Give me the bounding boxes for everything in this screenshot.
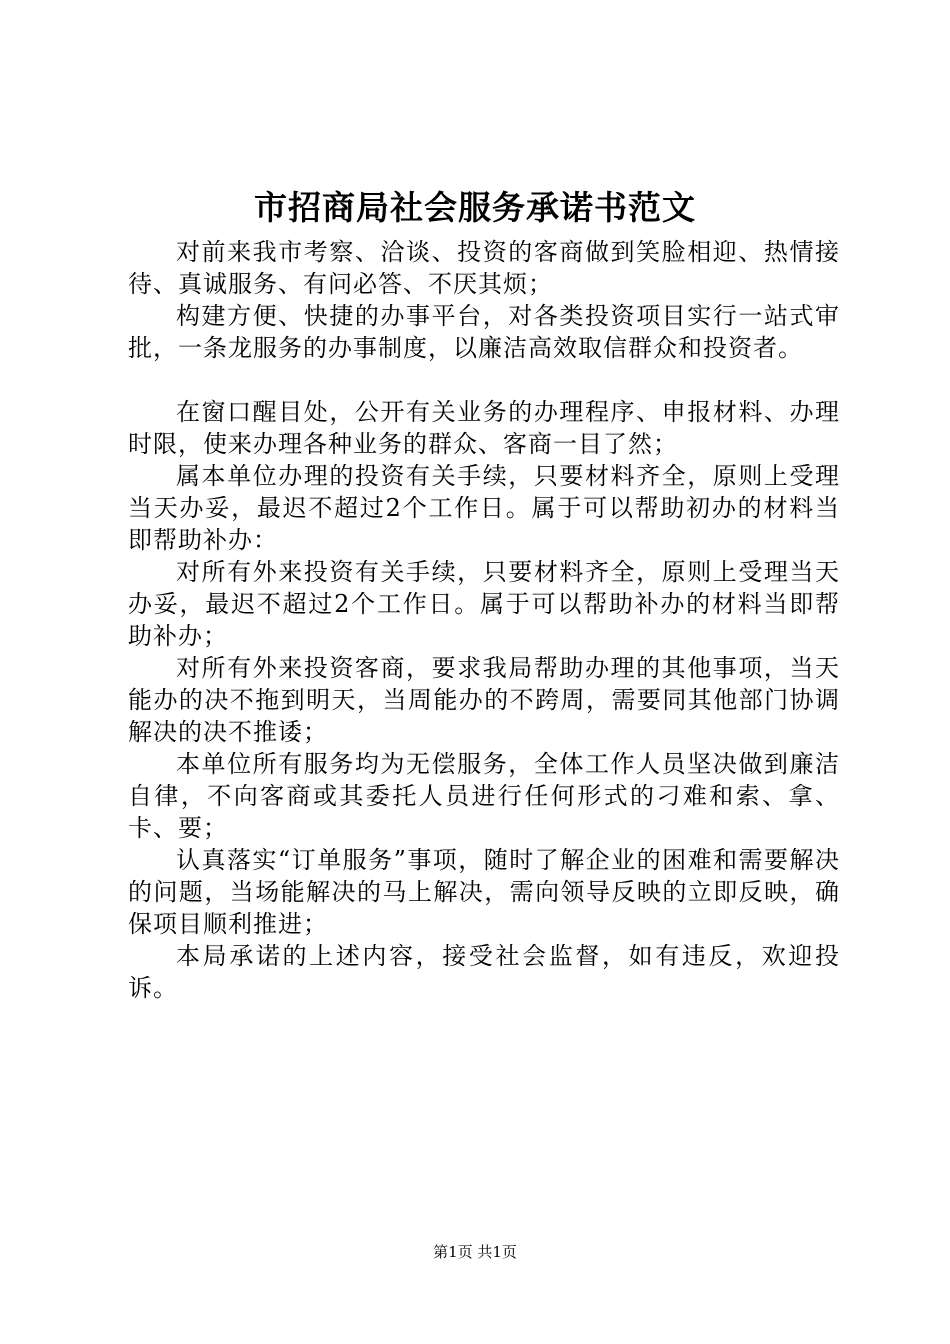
document-title: 市招商局社会服务承诺书范文	[254, 188, 696, 227]
document-body	[128, 236, 840, 1004]
paragraph-5: 对所有外来投资有关手续，只要材料齐全，原则上受理当天办妥，最迟不超过2个工作日。属于可以帮助补办的材料当即帮助补办；	[128, 558, 840, 650]
paragraph-4: 属本单位办理的投资有关手续，只要材料齐全，原则上受理当天办妥，最迟不超过2个工作日。属于可以帮助初办的材料当即帮助补办：	[128, 462, 840, 554]
paragraph-3: 在窗口醒目处，公开有关业务的办理程序、申报材料、办理时限，使来办理各种业务的群众、客商一目了然；	[128, 398, 840, 458]
paragraph-9: 本局承诺的上述内容，接受社会监督，如有违反，欢迎投诉。	[128, 942, 840, 1002]
paragraph-6: 对所有外来投资客商，要求我局帮助办理的其他事项，当天能办的决不拖到明天，当周能办的不跨周，需要同其他部门协调解决的决不推诿；	[128, 654, 840, 746]
paragraph-1: 对前来我市考察、洽谈、投资的客商做到笑脸相迎、热情接待、真诚服务、有问必答、不厌其烦；	[128, 238, 840, 298]
paragraph-spacer	[128, 364, 840, 396]
paragraph-2: 构建方便、快捷的办事平台，对各类投资项目实行一站式审批，一条龙服务的办事制度，以廉洁高效取信群众和投资者。	[128, 302, 840, 362]
paragraph-8: 认真落实“订单服务”事项，随时了解企业的困难和需要解决的问题，当场能解决的马上解决，需向领导反映的立即反映，确保项目顺利推进；	[128, 846, 840, 938]
paragraph-7: 本单位所有服务均为无偿服务，全体工作人员坚决做到廉洁自律，不向客商或其委托人员进行任何形式的刁难和索、拿、卡、要；	[128, 750, 840, 842]
page-footer: 第1页 共1页	[433, 1243, 517, 1261]
